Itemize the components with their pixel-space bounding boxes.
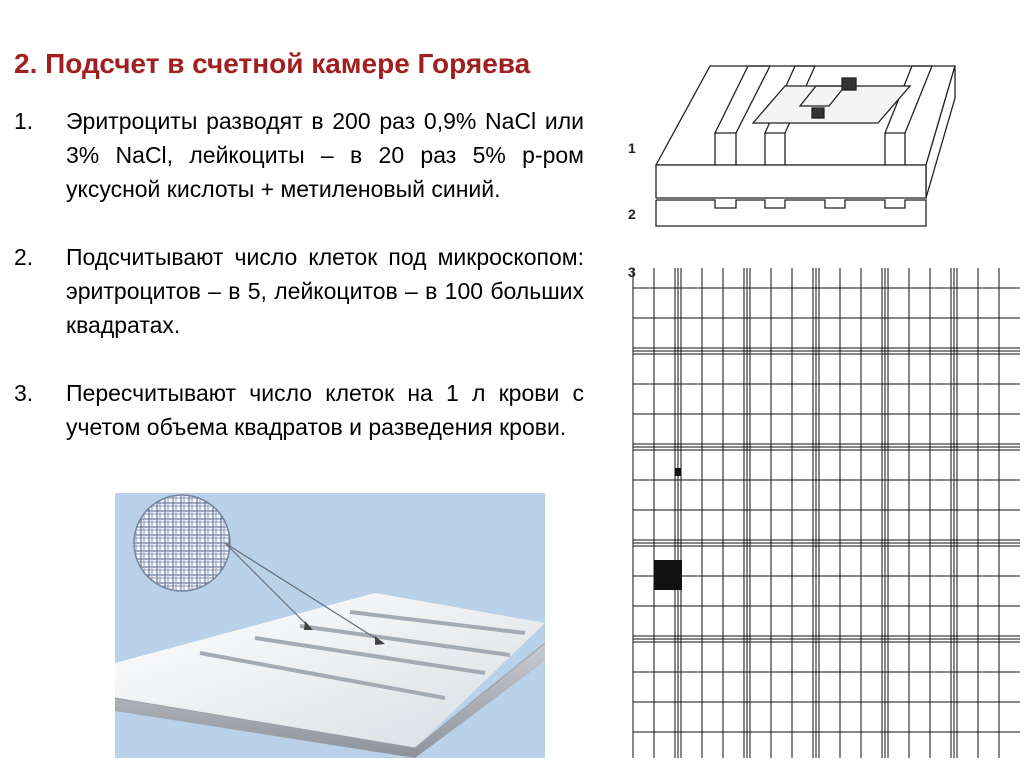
item-text: Пересчитывают число клеток на 1 л крови с учетом объема квадратов и разведения крови. <box>66 380 584 440</box>
list-item <box>14 240 584 376</box>
figure-label-2: 2 <box>628 206 636 222</box>
slide-title: 2. Подсчет в счетной камере Горяева <box>14 48 531 79</box>
chamber-technical-drawing <box>620 58 1024 767</box>
chamber-illustration <box>115 493 545 758</box>
large-square-highlight <box>654 560 682 590</box>
steps-list <box>14 104 584 444</box>
list-item <box>14 376 584 444</box>
item-number: 2. <box>14 244 34 270</box>
item-number: 3. <box>14 380 34 406</box>
list-item <box>14 104 584 240</box>
figure-label-1: 1 <box>628 140 636 156</box>
item-text: Эритроциты разводят в 200 раз 0,9% NaCl или 3% NaCl, лейкоциты – в 20 раз 5% р-ром уксусной кислоты + метиленовый синий. <box>66 108 584 202</box>
small-square-highlight <box>675 468 681 476</box>
figure-label-3: 3 <box>628 264 636 280</box>
item-text: Подсчитывают число клеток под микроскопом: эритроцитов – в 5, лейкоцитов – в 100 больших квадратах. <box>66 244 584 338</box>
item-number: 1. <box>14 108 34 134</box>
